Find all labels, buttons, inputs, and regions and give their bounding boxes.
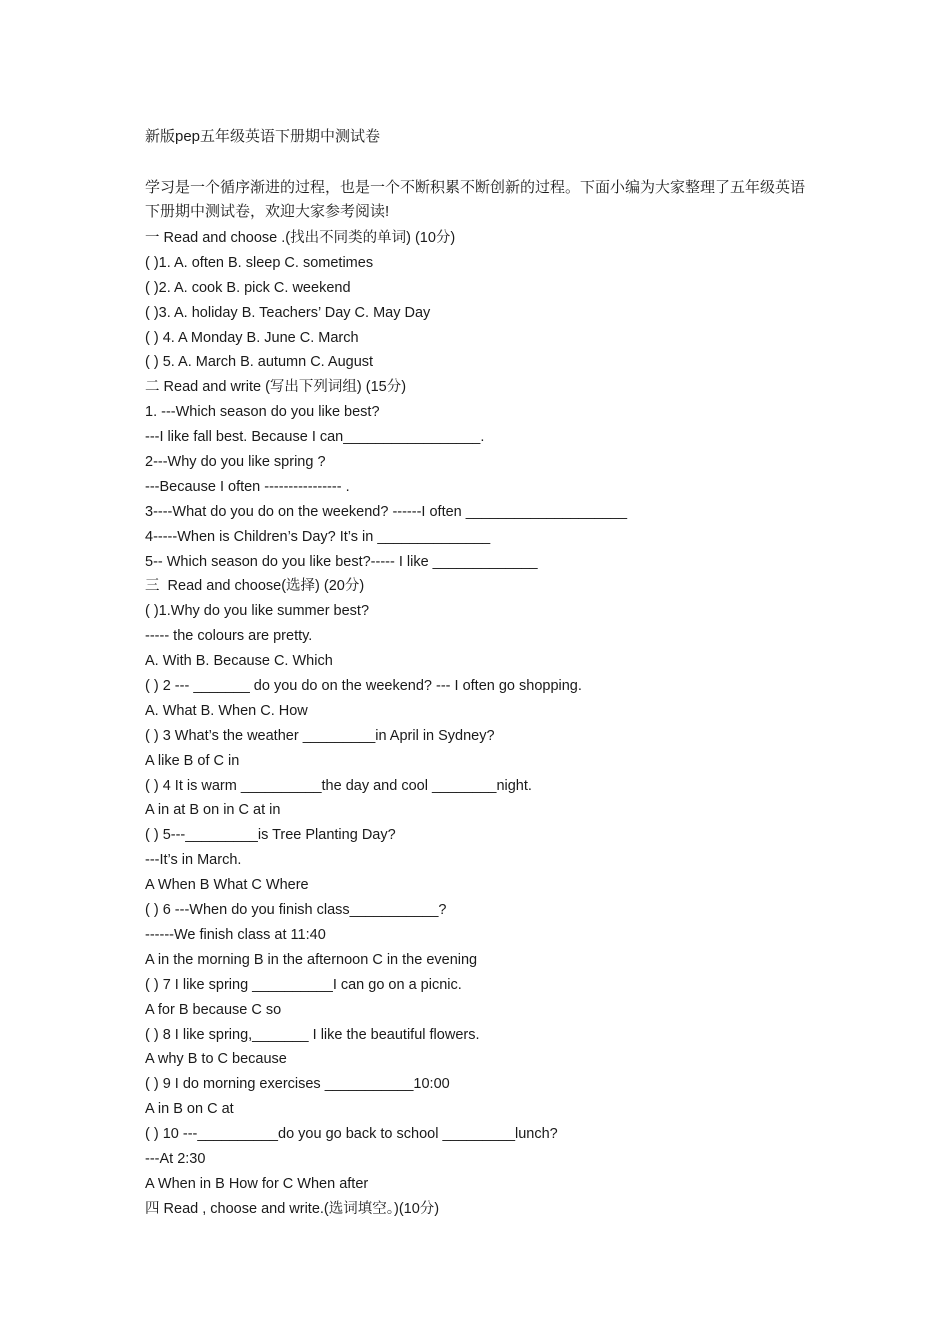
answer-line: ----- the colours are pretty. [145,628,313,645]
question-line: ( ) 6 ---When do you finish class___________? [145,902,447,919]
question-line: 3----What do you do on the weekend? ------I often ____________________ [145,503,628,520]
question-line: 2---Why do you like spring ? [145,454,326,471]
question-line: ( ) 3 What’s the weather _________in April in Sydney? [145,727,495,744]
answer-line: ------We finish class at 11:40 [145,926,326,943]
question-line: ( ) 4. A Monday B. June C. March [145,329,359,346]
options-line: A When B What C Where [145,877,309,894]
question-line: 1. ---Which season do you like best? [145,404,380,421]
question-line: 5-- Which season do you like best?----- I like _____________ [145,553,538,570]
section-heading-3: 三 Read and choose(选择) (20分) [145,578,365,595]
options-line: A in the morning B in the afternoon C in the evening [145,951,478,968]
document-title: 新版pep五年级英语下册期中测试卷 [145,128,381,145]
options-line: A When in B How for C When after [145,1175,369,1192]
intro-paragraph: 学习是一个循序渐进的过程，也是一个不断积累不断创新的过程。下面小编为大家整理了五年级英语下册期中测试卷，欢迎大家参考阅读! [145,179,806,220]
question-line: ( ) 10 ---__________do you go back to school _________lunch? [145,1126,558,1143]
answer-line: ---At 2:30 [145,1150,206,1167]
question-line: ( )2. A. cook B. pick C. weekend [145,279,351,296]
options-line: A in at B on in C at in [145,802,281,819]
answer-line: ---Because I often ---------------- . [145,478,350,495]
question-line: ( ) 5---_________is Tree Planting Day? [145,827,396,844]
section-heading-4: 四 Read , choose and write.(选词填空。)(10分) [145,1200,440,1217]
answer-line: ---I like fall best. Because I can_________________. [145,429,485,446]
answer-line: ---It’s in March. [145,852,242,869]
section-heading-1: 一 Read and choose .(找出不同类的单词) (10分) [145,230,456,246]
options-line: A. With B. Because C. Which [145,653,333,670]
question-line: ( ) 2 --- _______ do you do on the weekend? --- I often go shopping. [145,678,582,695]
options-line: A. What B. When C. How [145,702,308,719]
options-line: A like B of C in [145,752,240,769]
question-line: ( ) 7 I like spring __________I can go on a picnic. [145,976,462,993]
options-line: A for B because C so [145,1001,282,1018]
options-line: A why B to C because [145,1051,287,1068]
section-heading-2: 二 Read and write (写出下列词组) (15分) [145,379,407,396]
options-line: A in B on C at [145,1101,234,1118]
question-line: ( )3. A. holiday B. Teachers’ Day C. May Day [145,304,431,321]
question-line: ( ) 8 I like spring,_______ I like the beautiful flowers. [145,1026,480,1043]
question-line: ( )1.Why do you like summer best? [145,603,370,620]
question-line: 4-----When is Children’s Day? It’s in ______________ [145,528,491,545]
question-line: ( ) 4 It is warm __________the day and cool ________night. [145,777,532,794]
question-line: ( ) 9 I do morning exercises ___________10:00 [145,1076,450,1093]
question-line: ( ) 5. A. March B. autumn C. August [145,354,374,371]
question-line: ( )1. A. often B. sleep C. sometimes [145,254,374,271]
document-body [145,176,815,1222]
